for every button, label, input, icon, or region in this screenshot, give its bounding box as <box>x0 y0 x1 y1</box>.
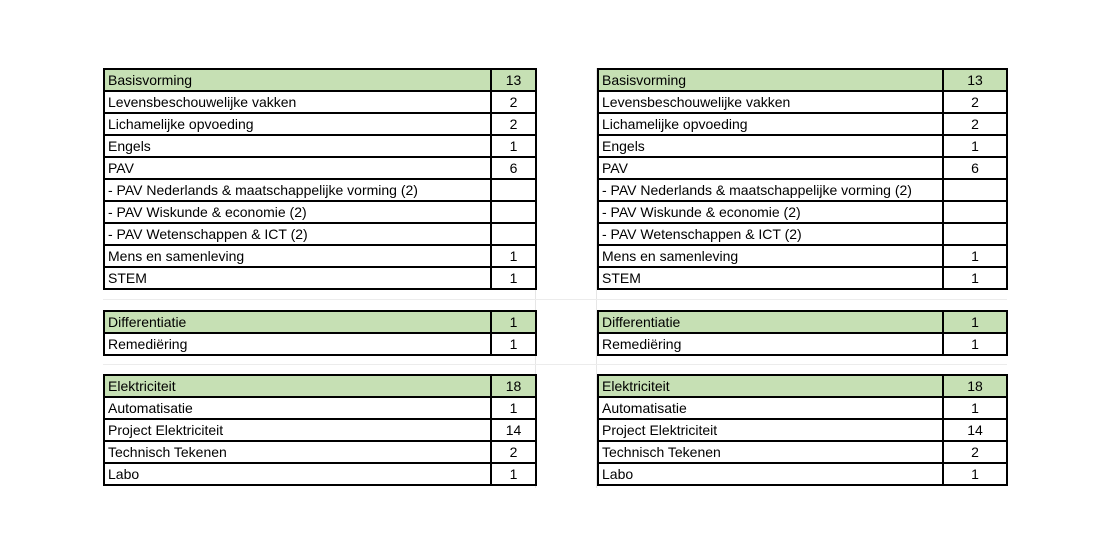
cell[interactable]: Lichamelijke opvoeding <box>104 113 491 135</box>
cell[interactable]: 1 <box>491 333 536 355</box>
cell[interactable]: 1 <box>491 245 536 267</box>
section-header-row <box>598 375 1007 397</box>
cell[interactable]: Engels <box>104 135 491 157</box>
sheet-gridline <box>103 299 1007 300</box>
cell[interactable]: 2 <box>943 441 1007 463</box>
cell[interactable]: Differentiatie <box>104 311 491 333</box>
cell[interactable]: 1 <box>943 333 1007 355</box>
section-header-row <box>598 69 1007 91</box>
table-row <box>598 441 1007 463</box>
cell[interactable]: 1 <box>943 245 1007 267</box>
table-row <box>598 397 1007 419</box>
cell[interactable]: Mens en samenleving <box>104 245 491 267</box>
cell[interactable]: 18 <box>491 375 536 397</box>
table-basisvorming-left <box>103 68 537 290</box>
cell[interactable] <box>491 179 536 201</box>
cell[interactable]: PAV <box>104 157 491 179</box>
cell[interactable]: 6 <box>491 157 536 179</box>
cell[interactable]: - PAV Nederlands & maatschappelijke vorming (2) <box>598 179 943 201</box>
table-row <box>598 245 1007 267</box>
table-row <box>598 223 1007 245</box>
cell[interactable]: STEM <box>598 267 943 289</box>
table-row <box>598 463 1007 485</box>
cell[interactable]: Automatisatie <box>104 397 491 419</box>
cell[interactable]: Technisch Tekenen <box>104 441 491 463</box>
cell[interactable]: STEM <box>104 267 491 289</box>
table-differentiatie-right <box>597 310 1008 356</box>
table-row <box>104 441 536 463</box>
table-differentiatie-left <box>103 310 537 356</box>
table-row <box>104 91 536 113</box>
cell[interactable]: 14 <box>943 419 1007 441</box>
cell[interactable]: 2 <box>491 91 536 113</box>
table-row <box>598 267 1007 289</box>
cell[interactable]: Labo <box>598 463 943 485</box>
table-row <box>104 135 536 157</box>
cell[interactable]: Elektriciteit <box>104 375 491 397</box>
cell[interactable]: PAV <box>598 157 943 179</box>
cell[interactable]: 1 <box>943 135 1007 157</box>
table-row <box>598 113 1007 135</box>
cell[interactable]: Automatisatie <box>598 397 943 419</box>
table-row <box>104 333 536 355</box>
cell[interactable]: 1 <box>491 267 536 289</box>
cell[interactable]: 14 <box>491 419 536 441</box>
cell[interactable] <box>943 223 1007 245</box>
cell[interactable]: Remediëring <box>598 333 943 355</box>
table-basisvorming-right <box>597 68 1008 290</box>
cell[interactable]: Basisvorming <box>598 69 943 91</box>
cell[interactable]: Basisvorming <box>104 69 491 91</box>
cell[interactable] <box>943 179 1007 201</box>
table-row <box>104 267 536 289</box>
sheet-gridline <box>103 364 1007 365</box>
cell[interactable]: Levensbeschouwelijke vakken <box>598 91 943 113</box>
table-row <box>598 419 1007 441</box>
table-row <box>598 179 1007 201</box>
cell[interactable]: Levensbeschouwelijke vakken <box>104 91 491 113</box>
table-row <box>104 397 536 419</box>
cell[interactable]: 6 <box>943 157 1007 179</box>
cell[interactable]: 2 <box>943 113 1007 135</box>
table-row <box>104 245 536 267</box>
section-header-row <box>598 311 1007 333</box>
cell[interactable]: 1 <box>491 397 536 419</box>
cell[interactable]: 1 <box>943 311 1007 333</box>
cell[interactable]: 13 <box>943 69 1007 91</box>
section-header-row <box>104 69 536 91</box>
cell[interactable]: Project Elektriciteit <box>598 419 943 441</box>
table-row <box>104 113 536 135</box>
cell[interactable]: Labo <box>104 463 491 485</box>
table-elektriciteit-right <box>597 374 1008 486</box>
table-row <box>104 157 536 179</box>
table-row <box>104 463 536 485</box>
section-header-row <box>104 375 536 397</box>
table-row <box>598 91 1007 113</box>
cell[interactable]: Engels <box>598 135 943 157</box>
cell[interactable]: Technisch Tekenen <box>598 441 943 463</box>
cell[interactable]: 2 <box>491 113 536 135</box>
cell[interactable]: 1 <box>943 397 1007 419</box>
table-row <box>104 201 536 223</box>
cell[interactable]: - PAV Wetenschappen & ICT (2) <box>104 223 491 245</box>
cell[interactable]: Lichamelijke opvoeding <box>598 113 943 135</box>
table-row <box>598 157 1007 179</box>
cell[interactable]: 13 <box>491 69 536 91</box>
table-row <box>598 201 1007 223</box>
cell[interactable]: 1 <box>491 135 536 157</box>
section-header-row <box>104 311 536 333</box>
cell[interactable]: 1 <box>491 463 536 485</box>
cell[interactable]: Remediëring <box>104 333 491 355</box>
table-row <box>104 179 536 201</box>
cell[interactable]: Mens en samenleving <box>598 245 943 267</box>
cell[interactable]: 1 <box>943 463 1007 485</box>
cell[interactable] <box>491 201 536 223</box>
table-row <box>104 419 536 441</box>
cell[interactable]: 1 <box>943 267 1007 289</box>
table-row <box>598 135 1007 157</box>
cell[interactable] <box>491 223 536 245</box>
cell[interactable] <box>943 201 1007 223</box>
cell[interactable]: Elektriciteit <box>598 375 943 397</box>
cell[interactable]: - PAV Wiskunde & economie (2) <box>598 201 943 223</box>
cell[interactable]: Differentiatie <box>598 311 943 333</box>
cell[interactable]: 2 <box>943 91 1007 113</box>
cell[interactable]: - PAV Wetenschappen & ICT (2) <box>598 223 943 245</box>
cell[interactable]: 1 <box>491 311 536 333</box>
cell[interactable]: 18 <box>943 375 1007 397</box>
cell[interactable]: - PAV Wiskunde & economie (2) <box>104 201 491 223</box>
table-elektriciteit-left <box>103 374 537 486</box>
cell[interactable]: - PAV Nederlands & maatschappelijke vorming (2) <box>104 179 491 201</box>
cell[interactable]: 2 <box>491 441 536 463</box>
cell[interactable]: Project Elektriciteit <box>104 419 491 441</box>
table-row <box>104 223 536 245</box>
table-row <box>598 333 1007 355</box>
